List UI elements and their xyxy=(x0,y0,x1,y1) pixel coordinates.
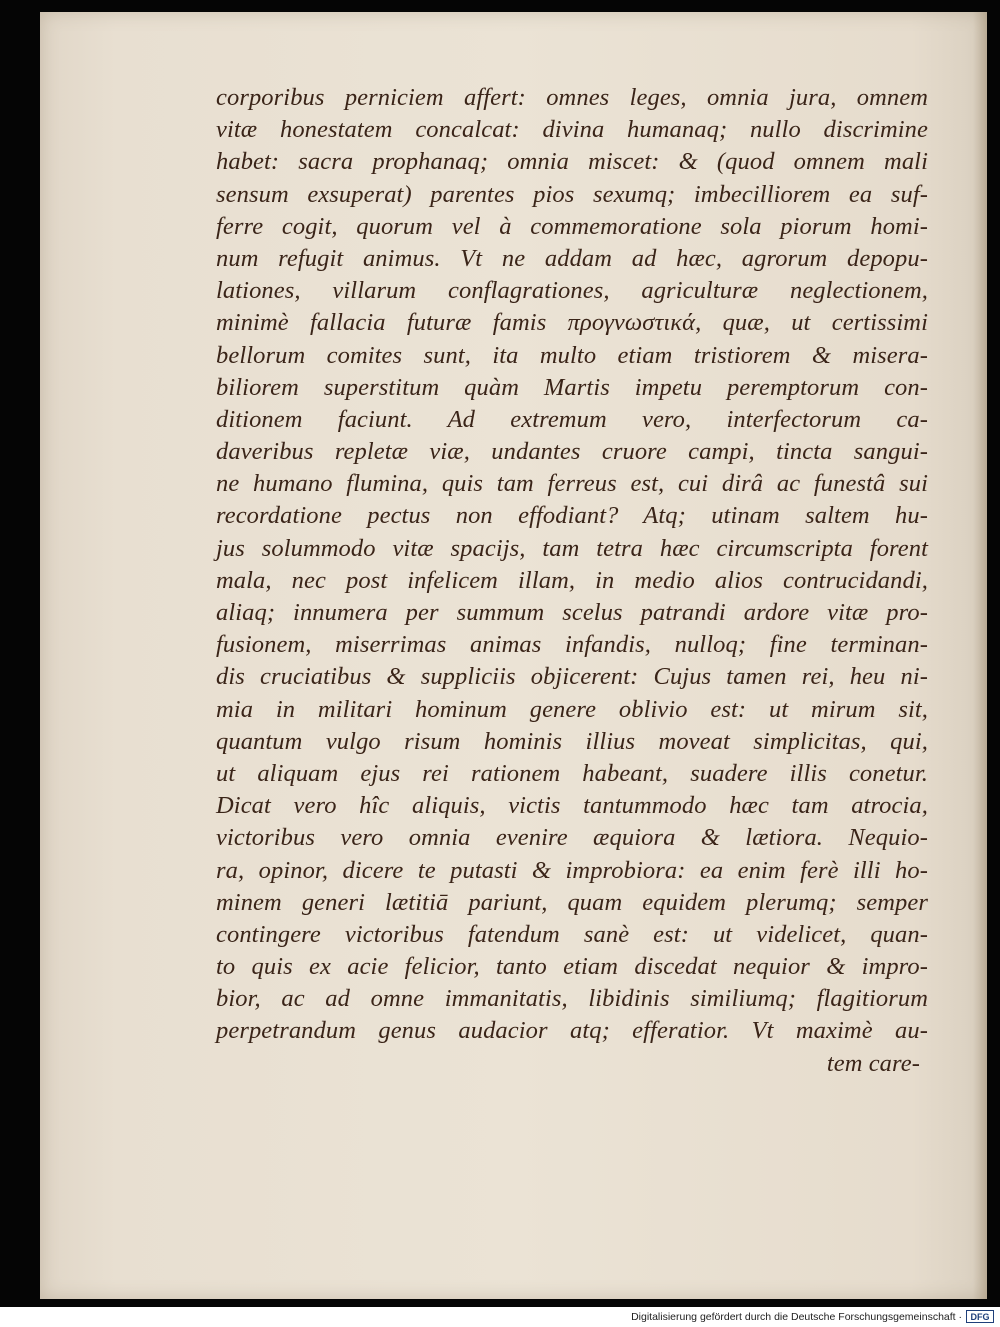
text-line: corporibus perniciem affert: omnes leges, omnia jura, omnem xyxy=(216,84,928,111)
text-line: fusionem, miserrimas animas infandis, nulloq; fine terminan- xyxy=(216,631,928,659)
text-line: dis cruciatibus & suppliciis objicerent: Cujus tamen rei, heu ni- xyxy=(216,663,928,691)
text-line: daveribus repletæ viæ, undantes cruore campi, tincta sangui- xyxy=(216,438,928,466)
text-line: quantum vulgo risum hominis illius moveat simplicitas, qui, xyxy=(216,727,928,755)
book-page xyxy=(40,12,987,1299)
dfg-logo-icon: DFG xyxy=(966,1310,994,1323)
text-line: aliaq; innumera per summum scelus patrandi ardore vitæ pro- xyxy=(216,599,928,626)
text-line: to quis ex acie felicior, tanto etiam discedat nequior & impro- xyxy=(216,953,928,981)
text-line: mala, nec post infelicem illam, in medio alios contrucidandi, xyxy=(216,566,928,594)
text-line: ditionem faciunt. Ad extremum vero, interfectorum ca- xyxy=(216,405,928,433)
text-line: minem generi lætitiā pariunt, quam equidem plerumq; semper xyxy=(216,888,928,916)
text-line: habet: sacra prophanaq; omnia miscet: & (quod omnem mali xyxy=(216,148,928,176)
text-line: lationes, villarum conflagrationes, agriculturæ neglectionem, xyxy=(216,277,928,305)
catchword: tem care- xyxy=(826,1049,920,1077)
text-line: num refugit animus. Vt ne addam ad hæc, agrorum depopu- xyxy=(216,244,928,272)
text-line: recordatione pectus non effodiant? Atq; utinam saltem hu- xyxy=(216,502,928,530)
text-line: sensum exsuperat) parentes pios sexumq; imbecilliorem ea suf- xyxy=(216,180,928,208)
text-line: ne humano flumina, quis tam ferreus est, cui dirâ ac funestâ sui xyxy=(216,470,928,498)
text-line: minimè fallacia futuræ famis προγνωστικά, quæ, ut certissimi xyxy=(216,309,928,337)
text-line: mia in militari hominum genere oblivio est: ut mirum sit, xyxy=(216,695,928,723)
text-line: vitæ honestatem concalcat: divina humanaq; nullo discrimine xyxy=(216,116,928,144)
text-line: Dicat vero hîc aliquis, victis tantummodo hæc tam atrocia, xyxy=(216,792,928,820)
funding-credit: Digitalisierung gefördert durch die Deutsche Forschungsgemeinschaft · xyxy=(631,1311,962,1323)
text-line: ra, opinor, dicere te putasti & improbiora: ea enim ferè illi ho- xyxy=(216,856,928,884)
footer-bar xyxy=(0,1307,1000,1327)
text-line: ut aliquam ejus rei rationem habeant, suadere illis conetur. xyxy=(216,759,928,787)
text-line: bellorum comites sunt, ita multo etiam tristiorem & misera- xyxy=(216,341,928,369)
text-line: bior, ac ad omne immanitatis, libidinis similiumq; flagitiorum xyxy=(216,985,928,1013)
text-line: victoribus vero omnia evenire æquiora & lætiora. Nequio- xyxy=(216,824,928,852)
text-line: contingere victoribus fatendum sanè est: ut videlicet, quan- xyxy=(216,920,928,948)
page-edge-shadow xyxy=(973,12,987,1299)
text-line: perpetrandum genus audacior atq; efferatior. Vt maximè au- xyxy=(216,1017,928,1045)
page-text-block xyxy=(216,82,928,1080)
text-line: ferre cogit, quorum vel à commemoratione sola piorum homi- xyxy=(216,212,928,240)
text-line: biliorem superstitum quàm Martis impetu peremptorum con- xyxy=(216,373,928,401)
text-line: jus solummodo vitæ spacijs, tam tetra hæc circumscripta forent xyxy=(216,534,928,562)
